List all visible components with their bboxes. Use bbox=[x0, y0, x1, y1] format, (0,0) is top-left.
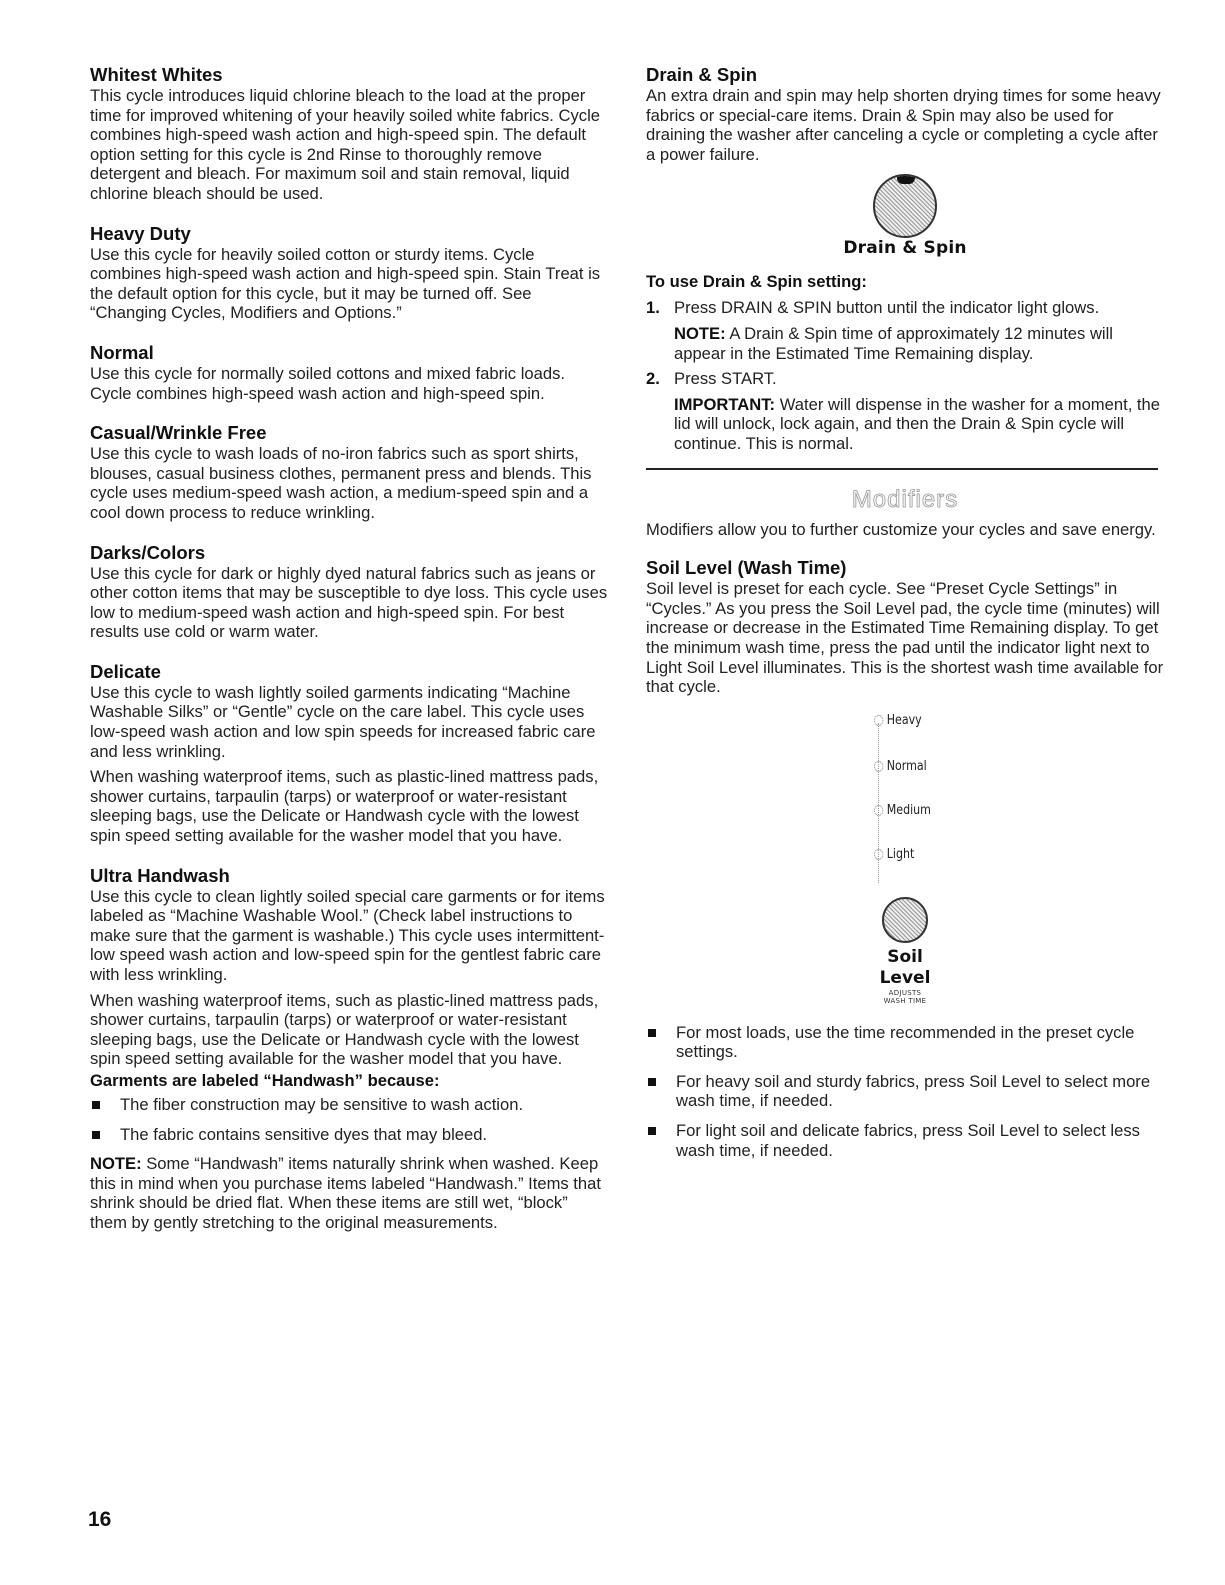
modifiers-heading: Modifiers bbox=[851, 485, 959, 513]
section-divider bbox=[646, 468, 1158, 470]
soil-level-normal: Normal bbox=[874, 759, 927, 774]
soil-level-light: Light bbox=[874, 847, 914, 862]
section-title: Casual/Wrinkle Free bbox=[90, 422, 267, 444]
section-title: Ultra Handwash bbox=[90, 864, 230, 886]
modifiers-intro: Modifiers allow you to further customize your cycles and save energy. bbox=[646, 519, 1156, 539]
handwash-subheading: Garments are labeled “Handwash” because: bbox=[90, 1070, 440, 1090]
section-text: Use this cycle to wash lightly soiled garments indicating “Machine Washable Silks” or “Gentle” cycle on the care label. This cycle uses low-speed wash action and low spin speeds for increased fabric care and less wrinkling. bbox=[90, 682, 596, 761]
section-title: Soil Level (Wash Time) bbox=[646, 557, 847, 579]
section-title: Whitest Whites bbox=[90, 64, 223, 85]
handwash-note: NOTE: Some “Handwash” items naturally shrink when washed. Keep this in mind when you purchase items labeled “Handwash.” Items that shrink should be dried flat. When these items are still wet, “block” them by gently stretching to the original measurements. bbox=[90, 1154, 601, 1232]
square-bullet-icon bbox=[648, 1127, 656, 1135]
soil-level-indicator bbox=[646, 707, 1164, 897]
drain-spin-figure-label: Drain & Spin bbox=[843, 238, 967, 259]
section-text: Use this cycle for dark or highly dyed natural fabrics such as jeans or other cotton items that may be susceptible to dye loss. This cycle uses low to medium-speed wash action and high-speed spin. For best results use cold or warm water. bbox=[90, 563, 608, 642]
section-heavy-duty bbox=[90, 223, 608, 323]
square-bullet-icon bbox=[648, 1078, 656, 1086]
section-text: Soil level is preset for each cycle. See “Preset Cycle Settings” in “Cycles.” As you press the Soil Level pad, the cycle time (minutes) will increase or decrease in the Estimated Time Remaining display. To get the minimum wash time, press the pad until the indicator light next to Light Soil Level illuminates. This is the shortest wash time available for that cycle. bbox=[646, 579, 1164, 697]
section-soil-level bbox=[646, 557, 1164, 697]
right-column bbox=[646, 64, 1164, 1170]
section-text: Use this cycle to clean lightly soiled special care garments or for items labeled as “Machine Washable Wool.” (Check label instructions to make sure that the garment is washable.) This cycle uses intermittent-low speed wash action and low-speed spin for the gentlest fabric care with less wrinkling. bbox=[90, 886, 605, 984]
section-text: Use this cycle for heavily soiled cotton or sturdy items. Cycle combines high-speed wash action and high-speed spin. Stain Treat is the default option for this cycle, but it may be turned off. See “Changing Cycles, Modifiers and Options.” bbox=[90, 244, 601, 323]
section-ultra-handwash bbox=[90, 865, 608, 1233]
section-text: This cycle introduces liquid chlorine bleach to the load at the proper time for improved whitening of your heavily soiled white fabrics. Cycle combines high-speed wash action and high-speed spin. The default option setting for this cycle is 2nd Rinse to thoroughly remove detergent and bleach. For maximum soil and stain removal, liquid chlorine bleach should be used. bbox=[90, 86, 601, 203]
section-darks-colors bbox=[90, 542, 608, 642]
step-item: 1. Press DRAIN & SPIN button until the indicator light glows. NOTE: A Drain & Spin time of approximately 12 minutes will appear in the Estimated Time Remaining display. bbox=[646, 298, 1113, 363]
square-bullet-icon bbox=[92, 1131, 100, 1139]
list-item: For heavy soil and sturdy fabrics, press Soil Level to select more wash time, if needed. bbox=[646, 1072, 1164, 1111]
page-number: 16 bbox=[88, 1508, 112, 1531]
drain-spin-instructions-heading: To use Drain & Spin setting: bbox=[646, 272, 867, 292]
section-normal bbox=[90, 342, 608, 403]
step-item: 2. Press START. IMPORTANT: Water will dispense in the washer for a moment, the lid will unlock, lock again, and then the Drain & Spin cycle will continue. This is normal. bbox=[646, 369, 1160, 453]
drain-spin-steps bbox=[646, 298, 1164, 453]
list-item: The fiber construction may be sensitive to wash action. bbox=[90, 1095, 608, 1115]
indicator-light-icon bbox=[874, 715, 883, 726]
square-bullet-icon bbox=[648, 1029, 656, 1037]
section-whitest-whites bbox=[90, 64, 608, 204]
drain-spin-knob-icon bbox=[873, 174, 937, 238]
soil-level-figure: Soil Level ADJUSTS WASH TIME bbox=[646, 897, 1164, 1005]
indicator-light-icon bbox=[874, 761, 883, 772]
section-title: Drain & Spin bbox=[646, 64, 758, 85]
section-title: Delicate bbox=[90, 660, 161, 682]
section-title: Normal bbox=[90, 341, 154, 363]
list-item: The fabric contains sensitive dyes that may bleed. bbox=[90, 1125, 608, 1145]
list-item: For light soil and delicate fabrics, press Soil Level to select less wash time, if needed. bbox=[646, 1121, 1164, 1160]
soil-level-heavy: Heavy bbox=[874, 713, 922, 728]
soil-level-knob-icon bbox=[882, 897, 928, 943]
section-title: Darks/Colors bbox=[90, 541, 206, 563]
section-text: Use this cycle to wash loads of no-iron fabrics such as sport shirts, blouses, casual business clothes, permanent press and blends. This cycle uses medium-speed wash action, a medium-speed spin and a cool down process to reduce wrinkling. bbox=[90, 444, 592, 522]
list-item: For most loads, use the time recommended in the preset cycle settings. bbox=[646, 1023, 1164, 1062]
section-text: When washing waterproof items, such as plastic-lined mattress pads, shower curtains, tarpaulin (tarps) or waterproof or water-resistant sleeping bags, use the Delicate or Handwash cycle with the lowest spin speed setting available for the washer model that you have. bbox=[90, 990, 599, 1069]
drain-spin-figure bbox=[646, 174, 1164, 258]
soil-level-medium: Medium bbox=[874, 803, 931, 818]
handwash-bullet-list bbox=[90, 1095, 608, 1144]
section-text: When washing waterproof items, such as plastic-lined mattress pads, shower curtains, tarpaulin (tarps) or waterproof or water-resistant sleeping bags, use the Delicate or Handwash cycle with the lowest spin speed setting available for the washer model that you have. bbox=[90, 767, 599, 846]
indicator-light-icon bbox=[874, 805, 883, 816]
section-drain-spin bbox=[646, 64, 1164, 164]
section-casual-wrinkle-free bbox=[90, 422, 608, 522]
left-column bbox=[90, 64, 608, 1233]
square-bullet-icon bbox=[92, 1101, 100, 1109]
soil-level-bullet-list bbox=[646, 1023, 1164, 1161]
section-text: Use this cycle for normally soiled cottons and mixed fabric loads. Cycle combines high-speed wash action and high-speed spin. bbox=[90, 363, 565, 403]
indicator-light-icon bbox=[874, 849, 883, 860]
section-delicate bbox=[90, 661, 608, 846]
section-text: An extra drain and spin may help shorten drying times for some heavy fabrics or special-care items. Drain & Spin may also be used for draining the washer after canceling a cycle or completing a cycle after a power failure. bbox=[646, 86, 1161, 164]
section-title: Heavy Duty bbox=[90, 222, 191, 244]
